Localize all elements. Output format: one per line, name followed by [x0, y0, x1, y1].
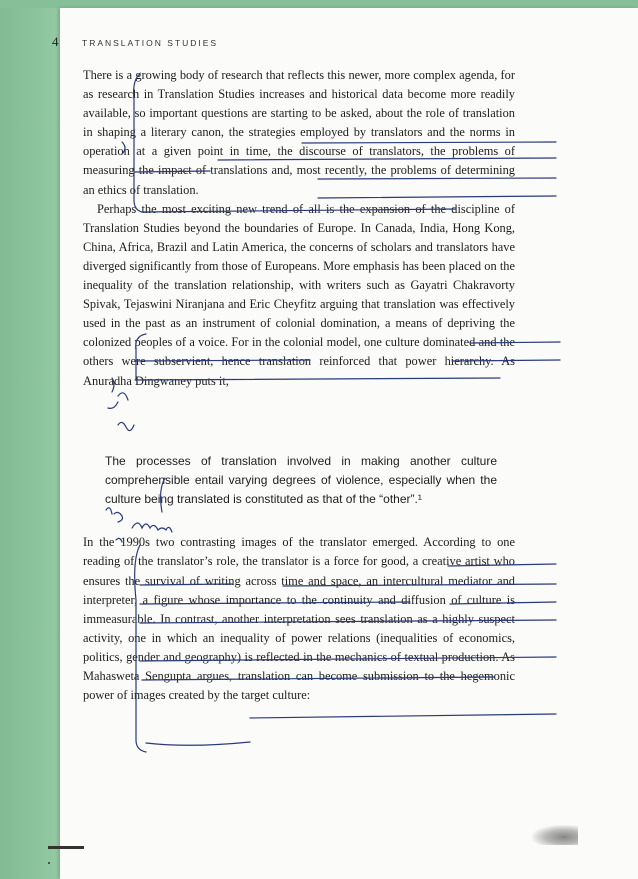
main-text-bottom [83, 521, 515, 718]
block-quote: The processes of translation involved in making another culture comprehensible entail varying degrees of violence, especially when the culture being translated is constituted as that of the “other”.¹ [105, 454, 497, 506]
main-text-top [83, 66, 515, 391]
paragraph-two-images: In the 1990s two contrasting images of the translator emerged. According to one reading of the translator’s role, the translator is a force for good, a creative artist who ensures the survival of writing across time and space, an intercultural mediator and interpreter, a figure whose importance to the continuity and diffusion of culture is immeasurable. In contrast, another interpretation sees translation as a highly suspect activity, one in which an inequality of power relations (inequalities of economics, politics, gender and geography) is reflected in the mechanics of textual production. As Mahasweta Sengupta argues, translation can become submission to the hegemonic power of images created by the target culture: [83, 535, 515, 703]
page-number: 4 [52, 34, 59, 49]
running-head: TRANSLATION STUDIES [82, 38, 219, 48]
paragraph-beyond-europe: Perhaps the most exciting new trend of all is the expansion of the discipline of Translation Studies beyond the boundaries of Europe. In Canada, India, Hong Kong, China, Africa, Brazil and Latin America, the concerns of scholars and translators have diverged significantly from those of Europeans. More emphasis has been placed on the inequality of the translation relationship, with writers such as Gayatri Chakravorty Spivak, Tejaswini Niranjana and Eric Cheyfitz arguing that translation was effectively used in the past as an instrument of colonial domination, a means of depriving the colonized peoples of a voice. For in the colonial model, one culture dominated and the others were subservient, hence translation reinforced that power hierarchy. As Anuradha Dingwaney puts it, [83, 201, 515, 388]
bottom-edge-dot [48, 862, 50, 864]
scan-background-left [0, 0, 60, 879]
corner-smudge [532, 825, 578, 845]
bottom-edge-mark [48, 846, 84, 849]
scan-background-top [0, 0, 638, 8]
paragraph-research-agenda: There is a growing body of research that reflects this newer, more complex agenda, for as research in Translation Studies increases and historical data become more readily available, so important questions are starting to be asked, about the role of translation in shaping a literary canon, the strategies employed by translators and the norms in operation at a given point in time, the discourse of translators, the problems of measuring the impact of translations and, most recently, the problems of determining an ethics of translation. [83, 68, 515, 197]
